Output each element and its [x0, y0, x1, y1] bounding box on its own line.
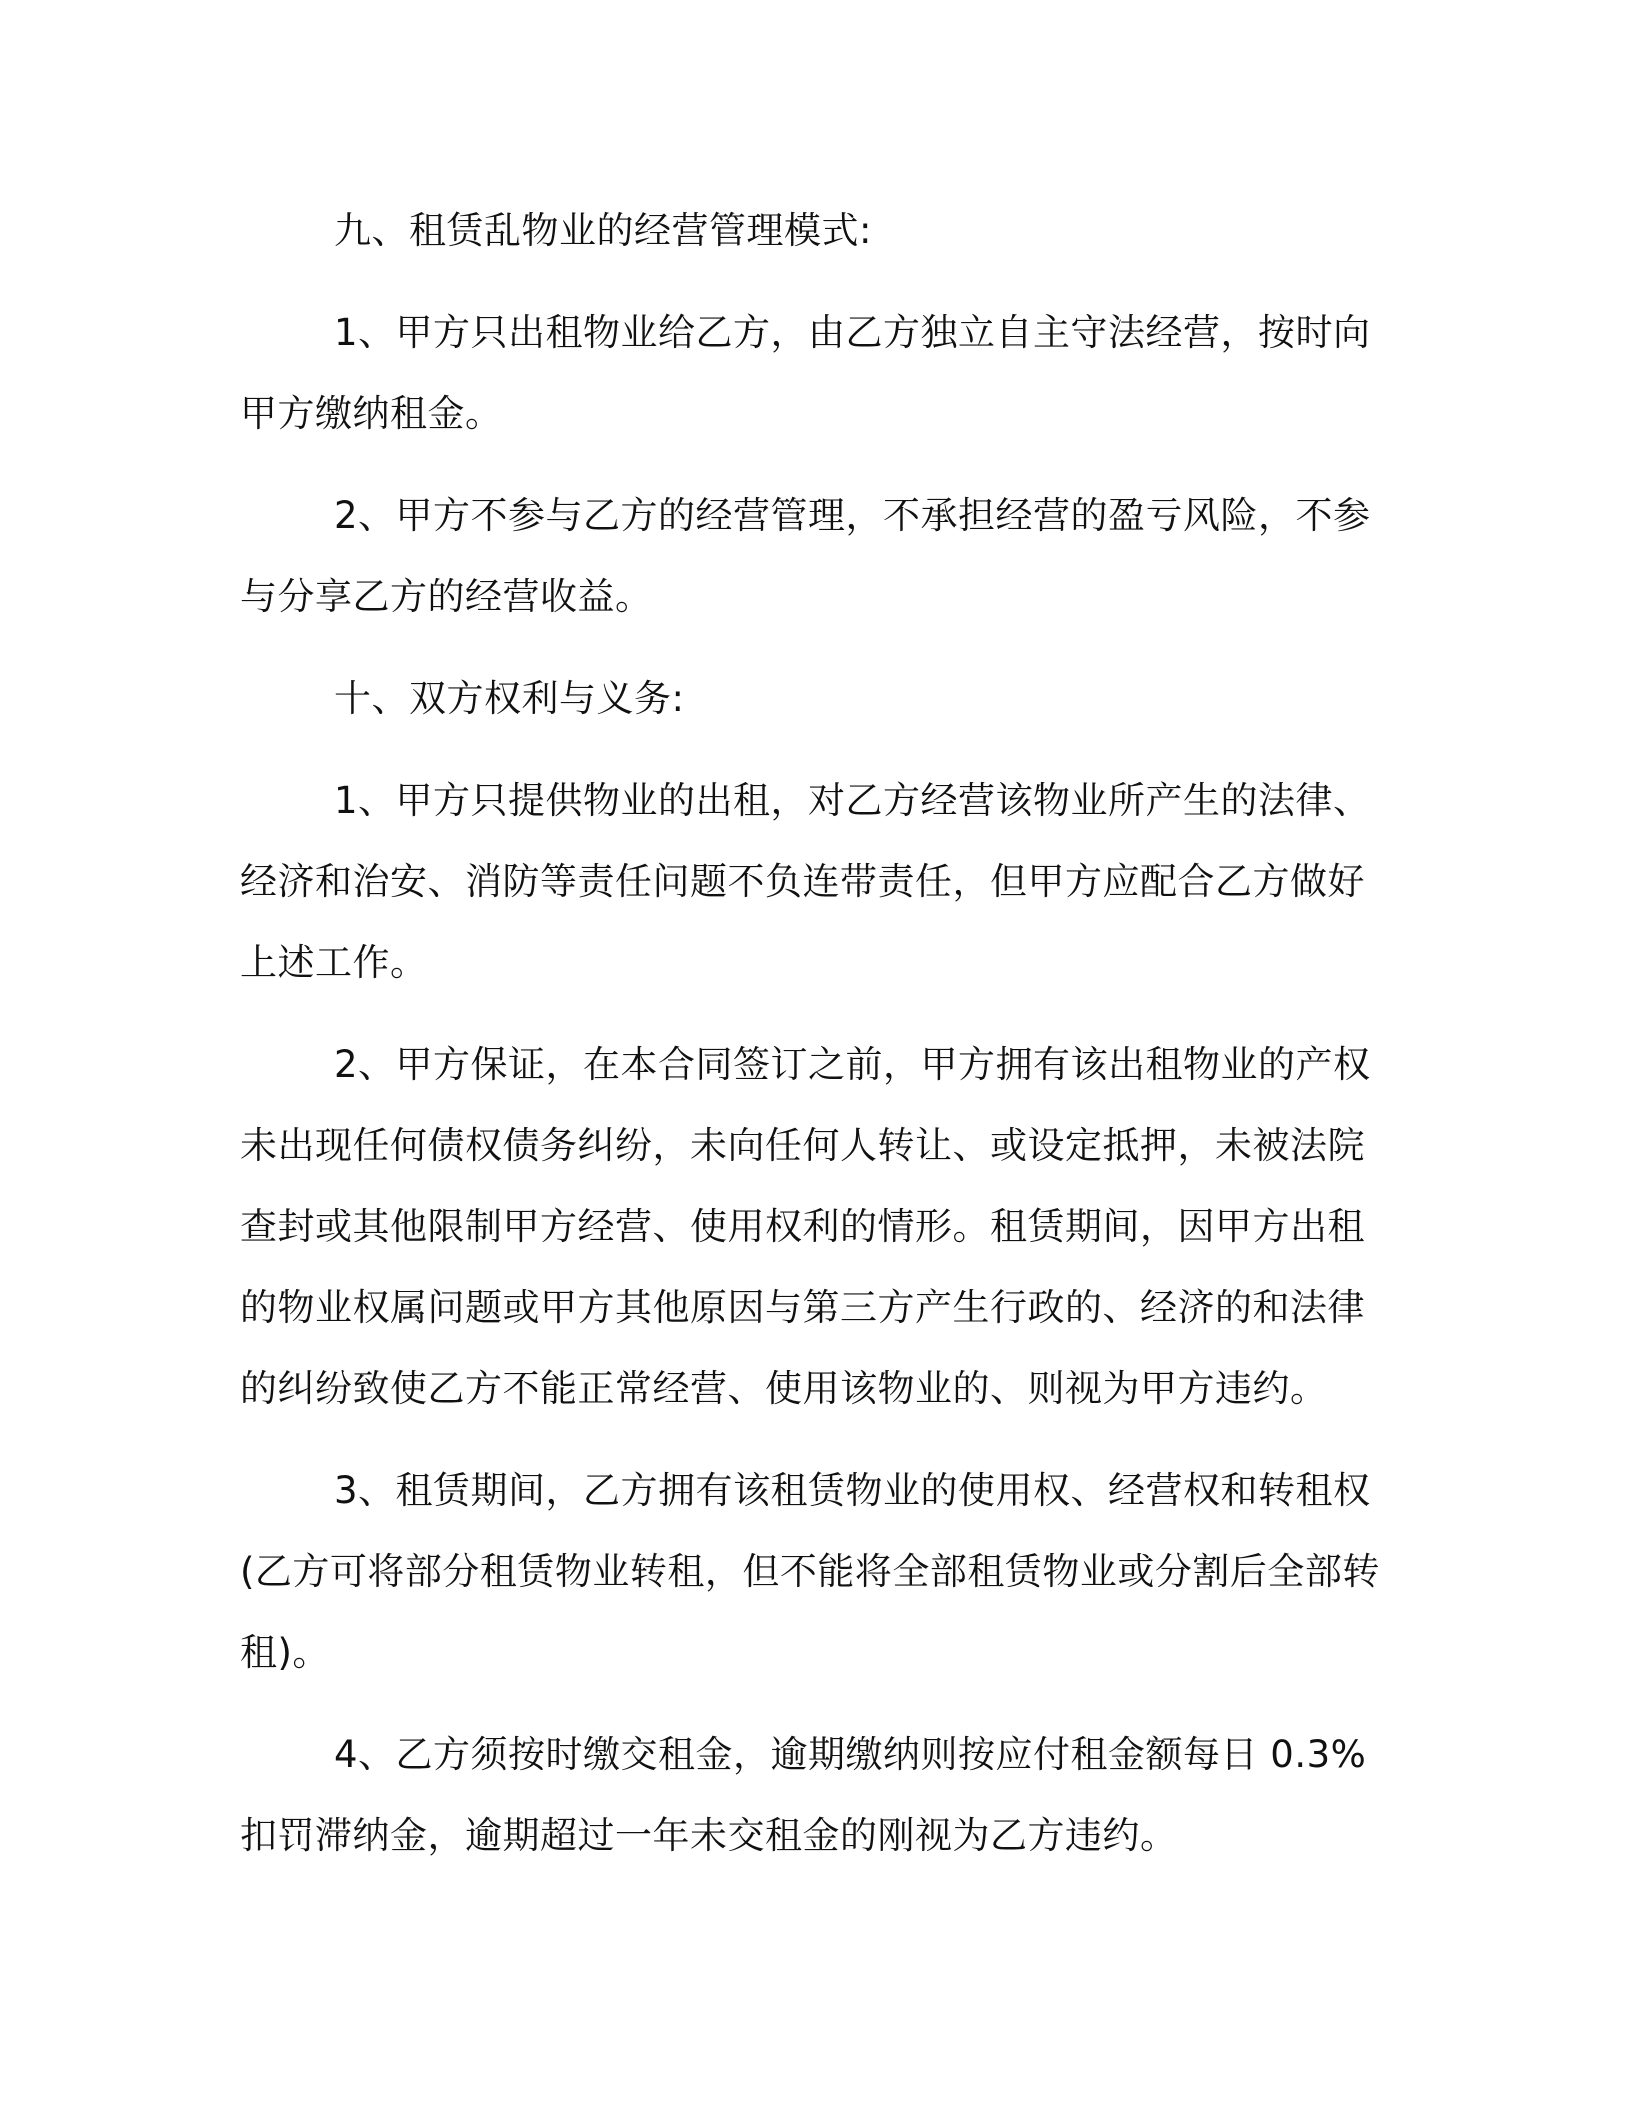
paragraph-10-1: 1、甲方只提供物业的出租，对乙方经营该物业所产生的法律、经济和治安、消防等责任问题不负连带责任，但甲方应配合乙方做好上述工作。 [240, 779, 1371, 984]
paragraph-10-4: 4、乙方须按时缴交租金，逾期缴纳则按应付租金额每日 0.3%扣罚滞纳金，逾期超过一年未交租金的刚视为乙方违约。 [240, 1733, 1367, 1857]
paragraph-10-2: 2、甲方保证，在本合同签订之前，甲方拥有该出租物业的产权未出现任何债权债务纠纷，未向任何人转让、或设定抵押，未被法院查封或其他限制甲方经营、使用权利的情形。租赁期间，因甲方出租的物业权属问题或甲方其他原因与第三方产生行政的、经济的和法律的纠纷致使乙方不能正常经营、使用该物业的、则视为甲方违约。 [240, 1043, 1371, 1410]
document-body [240, 190, 1380, 1876]
section-heading-10: 十、双方权利与义务: [334, 677, 685, 720]
paragraph-9-2: 2、甲方不参与乙方的经营管理，不承担经营的盈亏风险，不参与分享乙方的经营收益。 [240, 494, 1371, 618]
paragraph-10-3: 3、租赁期间，乙方拥有该租赁物业的使用权、经营权和转租权(乙方可将部分租赁物业转租，但不能将全部租赁物业或分割后全部转租)。 [240, 1469, 1380, 1674]
paragraph-9-1: 1、甲方只出租物业给乙方，由乙方独立自主守法经营，按时向甲方缴纳租金。 [240, 311, 1371, 435]
section-heading-9: 九、租赁乱物业的经营管理模式: [334, 209, 872, 252]
